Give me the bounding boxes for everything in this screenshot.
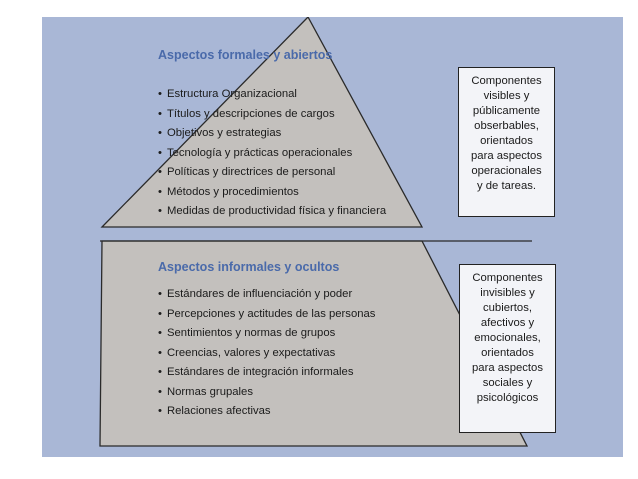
box-text-line: invisibles y [480,287,535,299]
formal-aspects-list [158,85,386,222]
informal-aspect-item: • Normas grupales [158,383,375,403]
informal-aspect-item: • Estándares de influenciación y poder [158,285,375,305]
box-text-line: afectivos y [480,317,535,329]
formal-components-box [458,67,555,217]
informal-aspects-title: Aspectos informales y ocultos [158,260,340,274]
box-text-line: cubiertos, [483,302,532,314]
informal-aspect-item: • Percepciones y actitudes de las personas [158,305,375,325]
formal-aspect-item: • Estructura Organizacional [158,85,386,105]
informal-aspect-item: • Estándares de integración informales [158,363,375,383]
formal-aspect-item: • Títulos y descripciones de cargos [158,105,386,125]
box-text-line: sociales y [482,377,533,389]
formal-aspect-item: • Objetivos y estrategias [158,124,386,144]
box-text-line: obserbables, [474,120,539,132]
informal-components-box [459,264,556,433]
box-text-line: para aspectos [472,362,543,374]
formal-aspect-item: • Tecnología y prácticas operacionales [158,144,386,164]
formal-aspect-item: • Métodos y procedimientos [158,183,386,203]
box-text-line: y de tareas. [476,180,537,192]
box-text-line: orientados [481,347,534,359]
informal-aspect-item: • Relaciones afectivas [158,402,375,422]
box-text-line: Componentes [471,75,542,87]
informal-aspect-item: • Creencias, valores y expectativas [158,344,375,364]
informal-aspects-list [158,285,375,422]
formal-aspect-item: • Medidas de productividad física y financiera [158,202,386,222]
box-text-line: orientados [480,135,533,147]
informal-aspect-item: • Sentimientos y normas de grupos [158,324,375,344]
box-text-line: para aspectos [471,150,542,162]
box-text-line: operacionales [471,165,542,177]
formal-aspects-title: Aspectos formales y abiertos [158,48,333,62]
pyramid-diagram [42,17,623,457]
box-text-line: Componentes [472,272,543,284]
box-text-line: visibles y [483,90,530,102]
box-text-line: psicológicos [476,392,539,404]
box-text-line: públicamente [472,105,541,117]
formal-aspect-item: • Políticas y directrices de personal [158,163,386,183]
box-text-line: emocionales, [474,332,541,344]
